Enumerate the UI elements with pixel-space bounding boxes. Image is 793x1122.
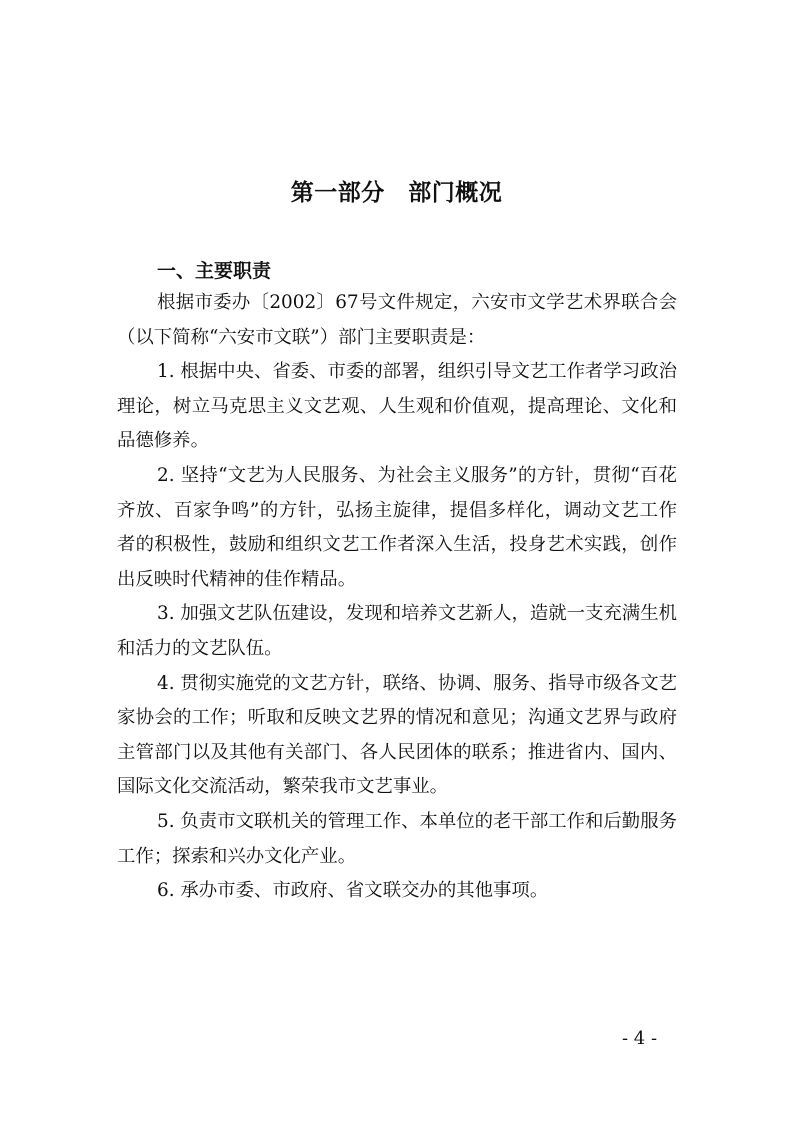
duty-item-3: 3. 加强文艺队伍建设，发现和培养文艺新人，造就一支充满生机和活力的文艺队伍。 — [117, 603, 677, 659]
page-number: - 4 - — [622, 1028, 658, 1049]
section-heading: 一、主要职责 — [157, 260, 272, 282]
page-title: 第一部分 部门概况 — [290, 180, 503, 206]
duty-item-4: 4. 贯彻实施党的文艺方针，联络、协调、服务、指导市级各文艺家协会的工作；听取和反映文艺界的情况和意见；沟通文艺界与政府主管部门以及其他有关部门、各人民团体的联系；推进省内、国内、国际文化交流活动，繁荣我市文艺事业。 — [117, 672, 677, 798]
duty-item-6: 6. 承办市委、市政府、省文联交办的其他事项。 — [157, 880, 549, 902]
duty-item-1: 1. 根据中央、省委、市委的部署，组织引导文艺工作者学习政治理论，树立马克思主义文艺观、人生观和价值观，提高理论、文化和品德修养。 — [117, 361, 677, 452]
body-text — [117, 286, 677, 909]
duty-item-5: 5. 负责市文联机关的管理工作、本单位的老干部工作和后勤服务工作；探索和兴办文化产业。 — [117, 810, 677, 867]
duty-item-2: 2. 坚持“文艺为人民服务、为社会主义服务”的方针，贯彻“百花齐放、百家争鸣”的方针，弘扬主旋律，提倡多样化，调动文艺工作者的积极性，鼓励和组织文艺工作者深入生活，投身艺术实践，创作出反映时代精神的佳作精品。 — [117, 464, 677, 590]
intro-paragraph: 根据市委办〔2002〕67号文件规定，六安市文学艺术界联合会（以下简称“六安市文联”）部门主要职责是： — [117, 292, 677, 348]
